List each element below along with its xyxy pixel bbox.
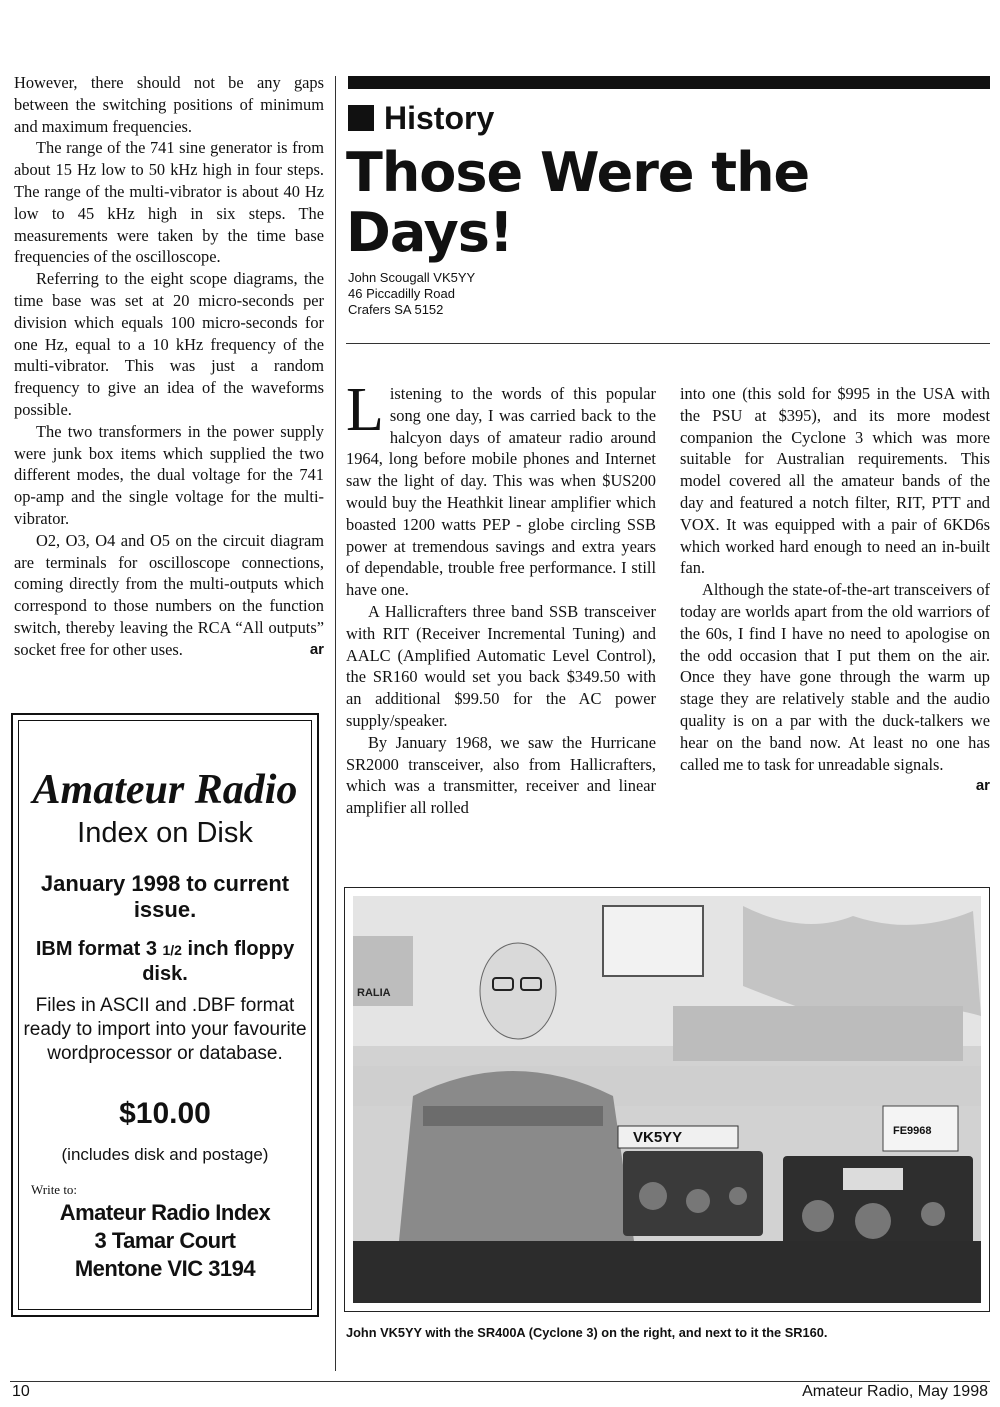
article-paragraph: By January 1968, we saw the Hurricane SR2000 transceiver, also from Hallicrafters, which was a transmitter, receiver and linear amplifier all rolled xyxy=(346,732,656,818)
article-paragraph-text: istening to the words of this popular song one day, I was carried back to the halcyon days of amateur radio around 1964, long before mobile phones and Internet saw the light of day. This was when $US200 would buy the Heathkit linear amplifier which boasted 1200 watts PEP - globe circling SSB power at tremendous savings and extra years of dependable, trouble free performance. I still have one. xyxy=(346,384,656,600)
article-column-2 xyxy=(680,383,990,797)
ad-format-pre: IBM format 3 xyxy=(35,938,163,960)
ad-price: $10.00 xyxy=(119,1097,211,1130)
article-paragraph: into one (this sold for $995 in the USA with the PSU at $395), and its more modest companion the Cyclone 3 which was more suitable for Australian requirements. This model covered all the amateur bands of the day and featured a notch filter, RIT, PTT and VOX. It was equipped with a pair of 6KD6s which worked hard enough to need an in-built fan. xyxy=(680,384,990,578)
author-name: John Scougall VK5YY xyxy=(348,270,476,285)
callsign-card-text: VK5YY xyxy=(633,1129,683,1146)
wall-certificate xyxy=(603,906,703,976)
article-headline: Those Were the Days! xyxy=(346,141,810,264)
ad-price-note: (includes disk and postage) xyxy=(61,1145,269,1164)
ad-description: Files in ASCII and .DBF format ready to import into your favourite wordprocessor or database. xyxy=(23,995,307,1064)
ad-period: January 1998 to current issue. xyxy=(40,871,290,922)
left-column xyxy=(14,72,324,661)
shack-photo xyxy=(353,896,981,1303)
photo-caption: John VK5YY with the SR400A (Cyclone 3) on the right, and next to it the SR160. xyxy=(346,1325,828,1340)
qsl-card-text: FE9968 xyxy=(893,1125,932,1137)
end-mark: ar xyxy=(975,777,990,795)
ad-inner-frame xyxy=(18,720,312,1310)
ad-format-post: inch floppy disk. xyxy=(142,938,295,985)
author-street: 46 Piccadilly Road xyxy=(348,286,455,301)
wall-sign-text: RALIA xyxy=(357,987,391,999)
desk xyxy=(353,1241,981,1303)
ad-address-line: Amateur Radio Index xyxy=(59,1200,271,1225)
footer-rule xyxy=(10,1381,990,1382)
postcards xyxy=(673,1006,963,1061)
drop-cap: L xyxy=(346,376,384,444)
person-head xyxy=(480,943,556,1039)
publication-title: Amateur Radio, May 1998 xyxy=(802,1383,988,1400)
article-paragraph xyxy=(346,376,656,601)
ad-title: Amateur Radio xyxy=(32,767,298,813)
left-paragraph-text: O2, O3, O4 and O5 on the circuit diagram are terminals for oscilloscope connections, coming directly from the multi-outputs which correspond to those numbers on the function switch, thereby leaving the RCA “All outputs” socket free for other uses. xyxy=(14,530,324,659)
article-paragraph: Although the state-of-the-art transceivers of today are worlds apart from the old warriors of the 60s, I find I have no need to apologise on the odd occasion that I put them on the air. Once they have gone through the warm up stage they are relatively stable and the audio quality is on a par with the duck-talkers we hear on the band now. At least no one has called me to task for unreadable signals. xyxy=(680,580,990,774)
author-town: Crafers SA 5152 xyxy=(348,302,444,317)
ad-address-line: Mentone VIC 3194 xyxy=(74,1256,256,1281)
ad-address-line: 3 Tamar Court xyxy=(94,1228,236,1253)
left-paragraph: However, there should not be any gaps between the switching positions of minimum and maximum frequencies. xyxy=(14,73,324,136)
left-paragraph: The two transformers in the power supply were junk box items which supplied the two different modes, the dual voltage for the 741 op-amp and the single voltage for the multi-vibrator. xyxy=(14,421,324,528)
column-divider xyxy=(335,76,336,1371)
ad-format xyxy=(19,937,311,986)
left-paragraph: The range of the 741 sine generator is from about 15 Hz low to 50 kHz high in four steps. The range of the multi-vibrator is about 40 Hz low to 45 kHz high in six steps. The measurements were taken by the time base frequencies of the oscilloscope. xyxy=(14,138,324,267)
left-paragraph: Referring to the eight scope diagrams, the time base was set at 20 micro-seconds per division which equals 100 micro-seconds for one Hz, equal to a 10 kHz frequency of the multi-vibrator. This was just a random frequency to give an idea of the waveforms possible. xyxy=(14,269,324,419)
article-column-1 xyxy=(346,376,656,819)
author-byline xyxy=(348,270,475,318)
section-bar xyxy=(348,76,990,89)
index-on-disk-ad xyxy=(11,713,319,1317)
section-label xyxy=(348,98,494,138)
ad-subtitle: Index on Disk xyxy=(77,817,253,849)
ad-format-fraction: 1/2 xyxy=(162,942,182,958)
page-number: 10 xyxy=(12,1383,30,1400)
photo-frame xyxy=(344,887,990,1312)
article-paragraph: A Hallicrafters three band SSB transceiver with RIT (Receiver Incremental Tuning) and AALC (Amplified Automatic Level Control), the SR160 would set you back $349.50 with an additional $99.50 for the AC power supply/speaker. xyxy=(346,601,656,730)
section-title: History xyxy=(384,100,495,136)
header-rule xyxy=(346,343,990,344)
left-paragraph xyxy=(14,530,324,661)
section-square-icon xyxy=(348,105,374,131)
end-mark: ar xyxy=(309,640,324,658)
ad-write-to: Write to: xyxy=(31,1182,78,1197)
